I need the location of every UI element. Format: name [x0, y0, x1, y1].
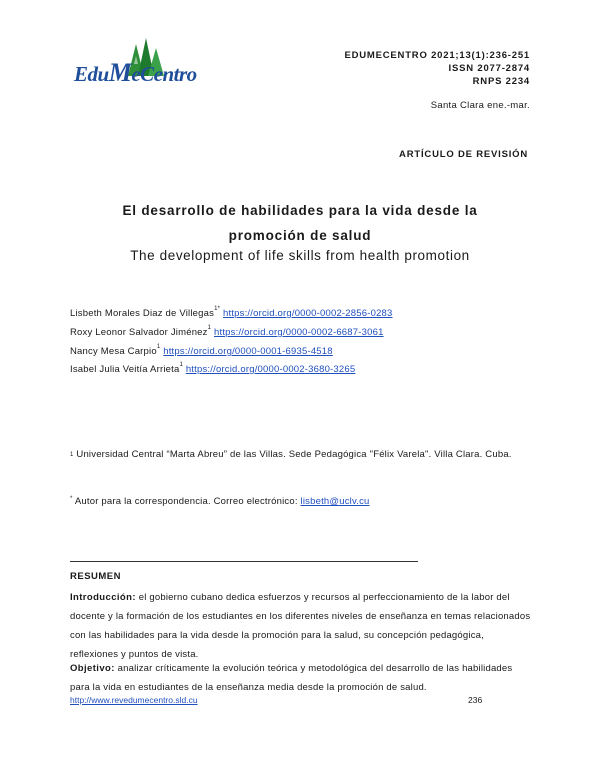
page-number: 236	[468, 695, 483, 705]
email-link[interactable]: lisbeth@uclv.cu	[300, 496, 370, 507]
orcid-link[interactable]: https://orcid.org/0000-0001-6935-4518	[163, 346, 333, 357]
affiliation-text: Universidad Central “Marta Abreu” de las Villas. Sede Pedagógica "Félix Varela". Villa Clara. Cuba.	[76, 449, 512, 460]
author-row	[70, 346, 333, 357]
correspondence-sup: *	[70, 496, 73, 502]
author-name: Nancy Mesa Carpio	[70, 346, 157, 357]
orcid-link[interactable]: https://orcid.org/0000-0002-6687-3061	[214, 327, 384, 338]
rnps: RNPS 2234	[472, 76, 530, 87]
footer-website-link[interactable]: http://www.revedumecentro.sld.cu	[70, 695, 198, 705]
journal-citation: EDUMECENTRO 2021;13(1):236-251	[344, 50, 530, 61]
title-en: The development of life skills from health promotion	[130, 248, 470, 263]
article-type: ARTÍCULO DE REVISIÓN	[399, 149, 528, 160]
separator-line	[70, 561, 418, 562]
orcid-link[interactable]: https://orcid.org/0000-0002-2856-0283	[222, 308, 393, 319]
title-es-line1: El desarrollo de habilidades para la vida desde la	[122, 203, 478, 218]
title-es-line2: promoción de salud	[228, 228, 372, 243]
author-row	[70, 364, 355, 375]
correspondence	[70, 496, 370, 507]
correspondence-text: Autor para la correspondencia. Correo electrónico:	[74, 496, 298, 507]
author-sup: 1	[207, 325, 212, 331]
objective-paragraph	[70, 659, 532, 697]
author-sup: 1	[156, 344, 161, 350]
author-name: Roxy Leonor Salvador Jiménez	[70, 327, 208, 338]
intro-label: Introducción:	[70, 592, 136, 603]
affiliation-sup: 1	[70, 452, 74, 458]
logo-wordmark: EduMeCentro	[74, 58, 197, 87]
author-row	[70, 308, 393, 319]
intro-paragraph	[70, 588, 532, 664]
place-date: Santa Clara ene.-mar.	[430, 100, 530, 111]
resumen-heading: RESUMEN	[70, 571, 122, 582]
author-sup: 1	[179, 362, 183, 368]
author-name: Lisbeth Morales Diaz de Villegas	[70, 308, 215, 319]
objective-label: Objetivo:	[70, 663, 115, 674]
affiliation	[70, 446, 530, 464]
orcid-link[interactable]: https://orcid.org/0000-0002-3680-3265	[185, 364, 356, 375]
intro-text: el gobierno cubano dedica esfuerzos y recursos al perfeccionamiento de la labor del docente y la formación de los estudiantes en los diferentes niveles de enseñanza en temas relacionados con las habilidades para la vida desde la promoción para la salud, su concepción pedagógica, reflexiones y puntos de vista.	[70, 592, 531, 660]
author-row	[70, 327, 384, 338]
issn: ISSN 2077-2874	[448, 63, 530, 74]
author-sup: 1*	[214, 306, 221, 312]
author-name: Isabel Julia Veitía Arrieta	[70, 364, 180, 375]
objective-text: analizar críticamente la evolución teórica y metodológica del desarrollo de las habilidades para la vida en estudiantes de la enseñanza media desde la promoción de salud.	[70, 663, 513, 693]
